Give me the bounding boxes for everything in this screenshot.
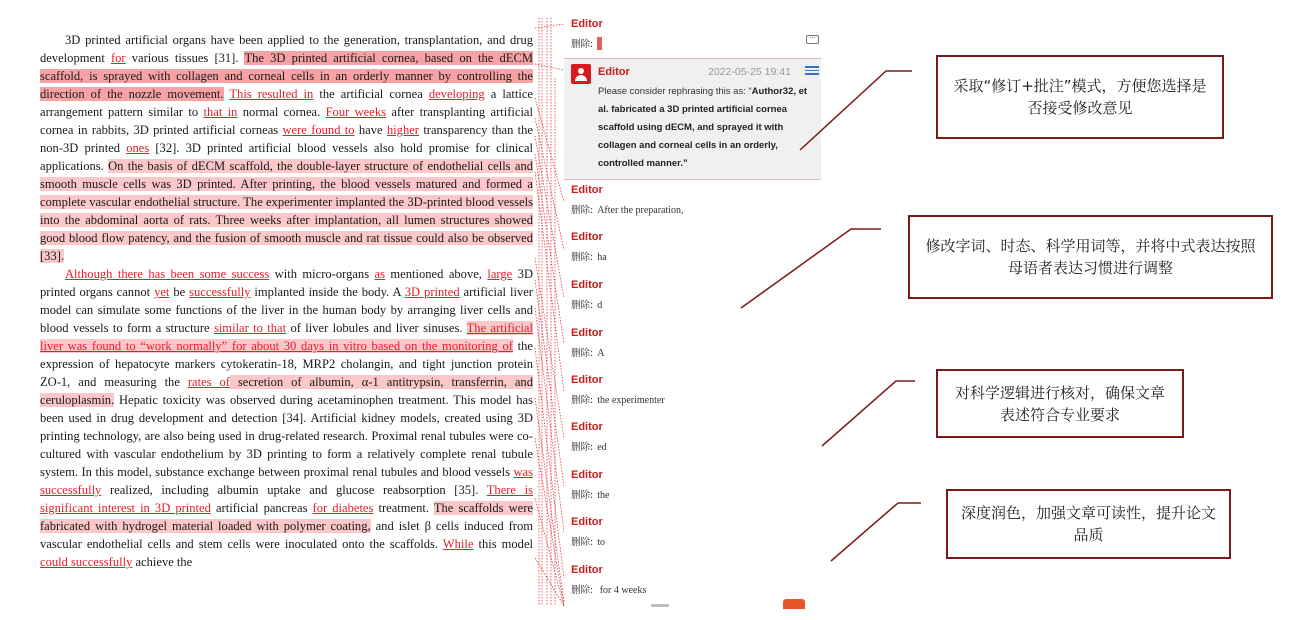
comment-suggestion: Author32, et al. fabricated a 3D printed artificial cornea scaffold using dECM, and sprayed it with collagen and corneal cells in an orderly, controlled manner. [598,86,808,169]
body-text[interactable]: achieve the [132,555,193,569]
edited-text[interactable]: were found to [282,123,355,137]
comment-timestamp: 2022-05-25 19:41 [708,66,791,78]
annotation-box-language-edit: 修改字词、时态、科学用词等，并将中式表达按照母语者表达习惯进行调整 [908,215,1273,299]
comment-suffix: ” [683,158,688,169]
more-options-icon[interactable]: ··· [806,35,819,44]
body-text[interactable]: artificial pancreas [210,501,313,515]
revision-author: Editor [571,516,603,528]
revision-author: Editor [571,374,603,386]
edited-text[interactable]: yet [154,285,170,299]
body-text[interactable]: [32]. 3D printed artificial blood vessels also hold promise for clinical applications. [40,141,533,173]
edited-text[interactable]: was successfully [40,465,533,497]
body-text[interactable]: various tissues [31]. [125,51,245,65]
revision-author: Editor [571,469,603,481]
body-text[interactable]: after transplanting artificial cornea in rabbits, 3D printed artificial corneas [40,105,533,137]
body-text[interactable]: a lattice arrangement pattern similar to [40,87,533,119]
deleted-text: ha [597,252,607,263]
deletion-label: 删除: [571,252,594,263]
body-text[interactable]: with micro-organs [269,267,375,281]
revision-author: Editor [571,18,603,30]
edited-text[interactable]: rates of [187,375,230,389]
body-text[interactable]: realized, including albumin uptake and glucose reabsorption [35]. [101,483,487,497]
deletion-label: 删除: [571,395,594,406]
body-text[interactable]: of liver lobules and liver sinuses. [286,321,467,335]
deletion-label: 删除: [571,585,594,596]
body-text[interactable]: the artificial cornea [313,87,429,101]
edited-text[interactable]: The 3D printed artificial cornea, based on the dECM scaffold, is sprayed with collagen and corneal cells in an orderly manner by controlling the direction of the nozzle movement. [40,51,533,101]
edited-text[interactable]: could successfully [40,555,133,569]
body-text[interactable]: the expression of hepatocyte markers cytokeratin-18, MRP2 cholangin, and tight junction protein ZO-1, and measuring the [40,339,533,389]
edited-text[interactable]: large [487,267,513,281]
deleted-text: for 4 weeks [597,585,647,596]
annotation-box-track-changes: 采取“修订+批注”模式，方便您选择是否接受修改意见 [936,55,1224,139]
deleted-text: the [597,490,610,501]
edited-text[interactable]: secretion of albumin, α-1 antitrypsin, transferrin, and ceruloplasmin. [40,375,533,407]
deletion-label: 删除: [571,490,594,501]
deleted-text: After the preparation, [597,205,684,216]
revision-author: Editor [571,231,603,243]
body-text[interactable]: 3D printed organs cannot [40,267,534,299]
body-text[interactable]: normal cornea. [237,105,326,119]
body-text[interactable]: mentioned above, [384,267,488,281]
deleted-text: A [597,348,605,359]
edited-text[interactable]: higher [386,123,419,137]
edited-text[interactable]: successfully [189,285,251,299]
deleted-text: the experimenter [597,395,665,406]
comment-prefix: Please consider rephrasing this as: “ [598,86,752,97]
body-text[interactable]: Hepatic toxicity was observed during acetaminophen treatment. This model has been used in drug development and detection [34]. Artificial kidney models, created using 3D printing technology, are also being used in drug-related research. Proximal renal tubules were co-cultured with vascular endothelium by 3D printing to form a relatively complete renal tubule system. In this model, substance exchange between proximal renal tubules and blood vessels [40,393,533,479]
revision-author: Editor [571,327,603,339]
edited-text[interactable]: Four weeks [325,105,386,119]
edited-text[interactable]: for [110,51,126,65]
body-text[interactable]: be [169,285,190,299]
deletion-label: 删除: [571,39,594,50]
deletion-label: 删除: [571,442,594,453]
deleted-text: ed [597,442,607,453]
body-text[interactable]: this model [473,537,533,551]
edited-text[interactable]: The artificial liver was found to “work normally” for about 30 days in vitro based on the monitoring of [40,321,533,353]
deletion-label: 删除: [571,537,594,548]
edited-text[interactable]: ones [126,141,150,155]
revision-author: Editor [571,279,603,291]
body-text[interactable]: artificial liver model can simulate some functions of the liver in the human body by arranging liver cells and blood vessels to form a structure [40,285,533,335]
revision-author: Editor [571,421,603,433]
edited-text[interactable]: The scaffolds were fabricated with hydrogel material loaded with polymer coating, [40,501,533,533]
deletion-label: 删除: [571,348,594,359]
edited-text[interactable]: On the basis of dECM scaffold, the double-layer structure of endothelial cells and smooth muscle cells was 3D printed. After printing, the blood vessels matured and formed a complete vascular endothelial structure. The experimenter implanted the 3D-printed blood vessels into the abdominal aorta of rats. Three weeks after implantation, all lumen structures showed good blood flow patency, and the fusion of smooth muscle and rat tissue could also be observed [33]. [40,159,534,263]
body-text[interactable]: have [354,123,387,137]
revision-author: Editor [571,184,603,196]
body-text[interactable]: 3D printed artificial organs have been applied to the generation, transplantation, and drug development [40,33,533,65]
edited-text[interactable]: similar to that [213,321,287,335]
edited-text[interactable]: for diabetes [312,501,374,515]
edited-text[interactable]: 3D printed [404,285,460,299]
edited-text[interactable]: developing [428,87,485,101]
comment-author: Editor [598,66,630,78]
body-text[interactable]: transparency than the non-3D printed [40,123,534,155]
edited-text[interactable]: that in [203,105,238,119]
deleted-text: to [597,537,605,548]
edited-text[interactable]: as [374,267,385,281]
deletion-label: 删除: [571,300,594,311]
annotation-box-logic-check: 对科学逻辑进行核对，确保文章表述符合专业要求 [936,369,1184,438]
edited-text[interactable]: There is significant interest in 3D printed [40,483,533,515]
edited-text[interactable]: Although there has been some success [65,267,270,281]
annotation-box-polishing: 深度润色，加强文章可读性，提升论文品质 [946,489,1231,559]
edited-text[interactable]: While [442,537,474,551]
body-text[interactable]: implanted inside the body. A [250,285,405,299]
body-text[interactable]: and islet β cells induced from vascular endothelial cells and stem cells were inoculated onto the scaffolds. [40,519,533,551]
edited-text[interactable]: This resulted in [229,87,314,101]
deleted-text: d [597,300,603,311]
deletion-label: 删除: [571,205,594,216]
revision-author: Editor [571,564,603,576]
body-text[interactable]: treatment. [373,501,434,515]
